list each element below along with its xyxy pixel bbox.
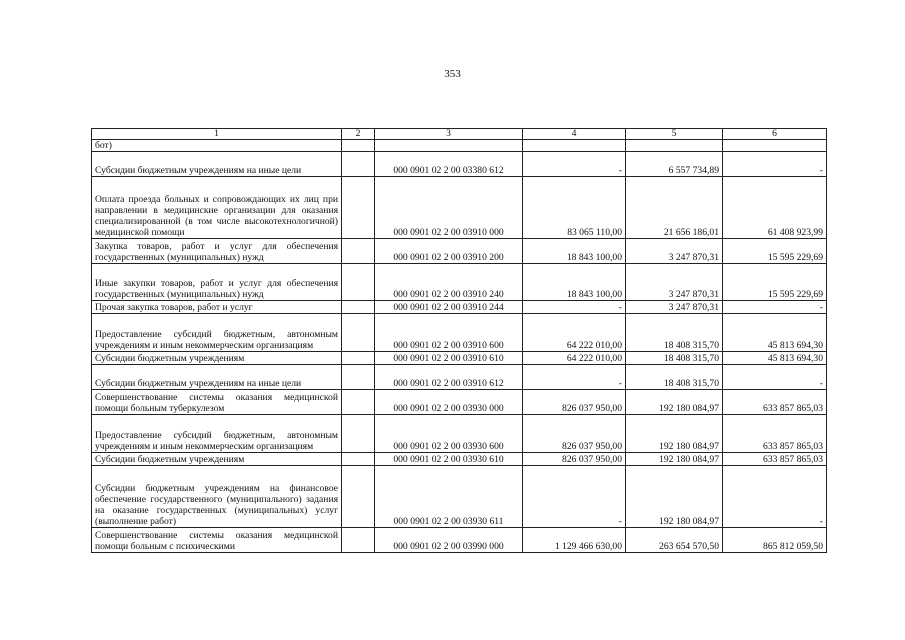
row-value-4: 1 129 466 630,00 [523,528,626,553]
row-value-5: 263 654 570,50 [626,528,723,553]
row-description: Субсидии бюджетным учреждениям [92,453,342,466]
table-row [92,140,827,152]
table-row [92,365,827,390]
row-description: Субсидии бюджетным учреждениям [92,352,342,365]
row-description: Субсидии бюджетным учреждениям на иные цели [92,365,342,390]
row-value-6: 45 813 694,30 [723,352,827,365]
row-code [375,140,523,152]
row-value-4: 826 037 950,00 [523,390,626,415]
row-description: Оплата проезда больных и сопровождающих их лиц при направлении в медицинские организации для оказания специализированной (в том числе высокотехнологичной) медицинской помощи [92,177,342,239]
row-col2 [342,264,375,301]
row-col2 [342,239,375,264]
row-value-6: 865 812 059,50 [723,528,827,553]
row-value-5: 3 247 870,31 [626,264,723,301]
row-value-6: 15 595 229,69 [723,239,827,264]
row-value-6: 61 408 923,99 [723,177,827,239]
row-value-4: 18 843 100,00 [523,239,626,264]
row-value-4: 64 222 010,00 [523,314,626,352]
row-description: Иные закупки товаров, работ и услуг для обеспечения государственных (муниципальных) нужд [92,264,342,301]
table-row [92,177,827,239]
table-row [92,152,827,177]
row-value-6 [723,140,827,152]
row-value-5: 192 180 084,97 [626,453,723,466]
row-code: 000 0901 02 2 00 03910 000 [375,177,523,239]
row-col2 [342,415,375,453]
row-description: Субсидии бюджетным учреждениям на финансовое обеспечение государственного (муниципального) задания на оказание государственных (муниципальных) услуг (выполнение работ) [92,466,342,528]
row-description: Прочая закупка товаров, работ и услуг [92,301,342,314]
header-col-3: 3 [375,129,523,140]
row-col2 [342,140,375,152]
row-value-5: 18 408 315,70 [626,365,723,390]
header-col-5: 5 [626,129,723,140]
row-value-5: 3 247 870,31 [626,301,723,314]
row-value-6: - [723,301,827,314]
row-code: 000 0901 02 2 00 03910 612 [375,365,523,390]
page-number: 353 [444,68,461,80]
row-value-5: 192 180 084,97 [626,466,723,528]
row-col2 [342,152,375,177]
row-value-5: 192 180 084,97 [626,415,723,453]
table-row [92,352,827,365]
row-value-5: 21 656 186,01 [626,177,723,239]
row-description: бот) [92,140,342,152]
table-row [92,264,827,301]
row-col2 [342,466,375,528]
row-col2 [342,301,375,314]
row-value-5: 6 557 734,89 [626,152,723,177]
row-description: Закупка товаров, работ и услуг для обеспечения государственных (муниципальных) нужд [92,239,342,264]
row-value-6: - [723,152,827,177]
header-row [92,129,827,140]
row-description: Совершенствование системы оказания медицинской помощи больным туберкулезом [92,390,342,415]
row-value-4: 64 222 010,00 [523,352,626,365]
row-code: 000 0901 02 2 00 03910 600 [375,314,523,352]
row-value-5: 3 247 870,31 [626,239,723,264]
row-code: 000 0901 02 2 00 03910 610 [375,352,523,365]
row-value-4: 826 037 950,00 [523,453,626,466]
row-value-4: - [523,466,626,528]
row-value-5: 18 408 315,70 [626,314,723,352]
row-col2 [342,390,375,415]
row-value-6: 15 595 229,69 [723,264,827,301]
row-value-6: 45 813 694,30 [723,314,827,352]
header-col-2: 2 [342,129,375,140]
row-code: 000 0901 02 2 00 03930 611 [375,466,523,528]
row-code: 000 0901 02 2 00 03930 610 [375,453,523,466]
row-value-4: - [523,365,626,390]
row-value-4: 83 065 110,00 [523,177,626,239]
table-row [92,239,827,264]
table-row [92,466,827,528]
row-value-6: 633 857 865,03 [723,453,827,466]
row-value-5 [626,140,723,152]
table-row [92,453,827,466]
row-code: 000 0901 02 2 00 03930 000 [375,390,523,415]
row-description: Совершенствование системы оказания медицинской помощи больным с психическими [92,528,342,553]
row-col2 [342,177,375,239]
row-col2 [342,453,375,466]
row-code: 000 0901 02 2 00 03380 612 [375,152,523,177]
table-row [92,301,827,314]
row-value-6: - [723,466,827,528]
row-description: Предоставление субсидий бюджетным, автономным учреждениям и иным некоммерческим организациям [92,314,342,352]
row-code: 000 0901 02 2 00 03930 600 [375,415,523,453]
row-value-6: 633 857 865,03 [723,390,827,415]
row-description: Предоставление субсидий бюджетным, автономным учреждениям и иным некоммерческим организациям [92,415,342,453]
row-value-4: - [523,301,626,314]
table-row [92,390,827,415]
row-col2 [342,352,375,365]
row-code: 000 0901 02 2 00 03910 244 [375,301,523,314]
row-value-4: 826 037 950,00 [523,415,626,453]
row-code: 000 0901 02 2 00 03910 200 [375,239,523,264]
row-description: Субсидии бюджетным учреждениям на иные цели [92,152,342,177]
row-col2 [342,528,375,553]
header-col-6: 6 [723,129,827,140]
row-value-5: 192 180 084,97 [626,390,723,415]
header-col-4: 4 [523,129,626,140]
row-code: 000 0901 02 2 00 03910 240 [375,264,523,301]
row-code: 000 0901 02 2 00 03990 000 [375,528,523,553]
row-col2 [342,365,375,390]
row-value-4: 18 843 100,00 [523,264,626,301]
row-value-4 [523,140,626,152]
header-col-1: 1 [92,129,342,140]
table-row [92,528,827,553]
row-value-6: - [723,365,827,390]
row-value-4: - [523,152,626,177]
row-value-6: 633 857 865,03 [723,415,827,453]
table-row [92,415,827,453]
row-value-5: 18 408 315,70 [626,352,723,365]
row-col2 [342,314,375,352]
table-row [92,314,827,352]
budget-execution-table [91,128,827,553]
